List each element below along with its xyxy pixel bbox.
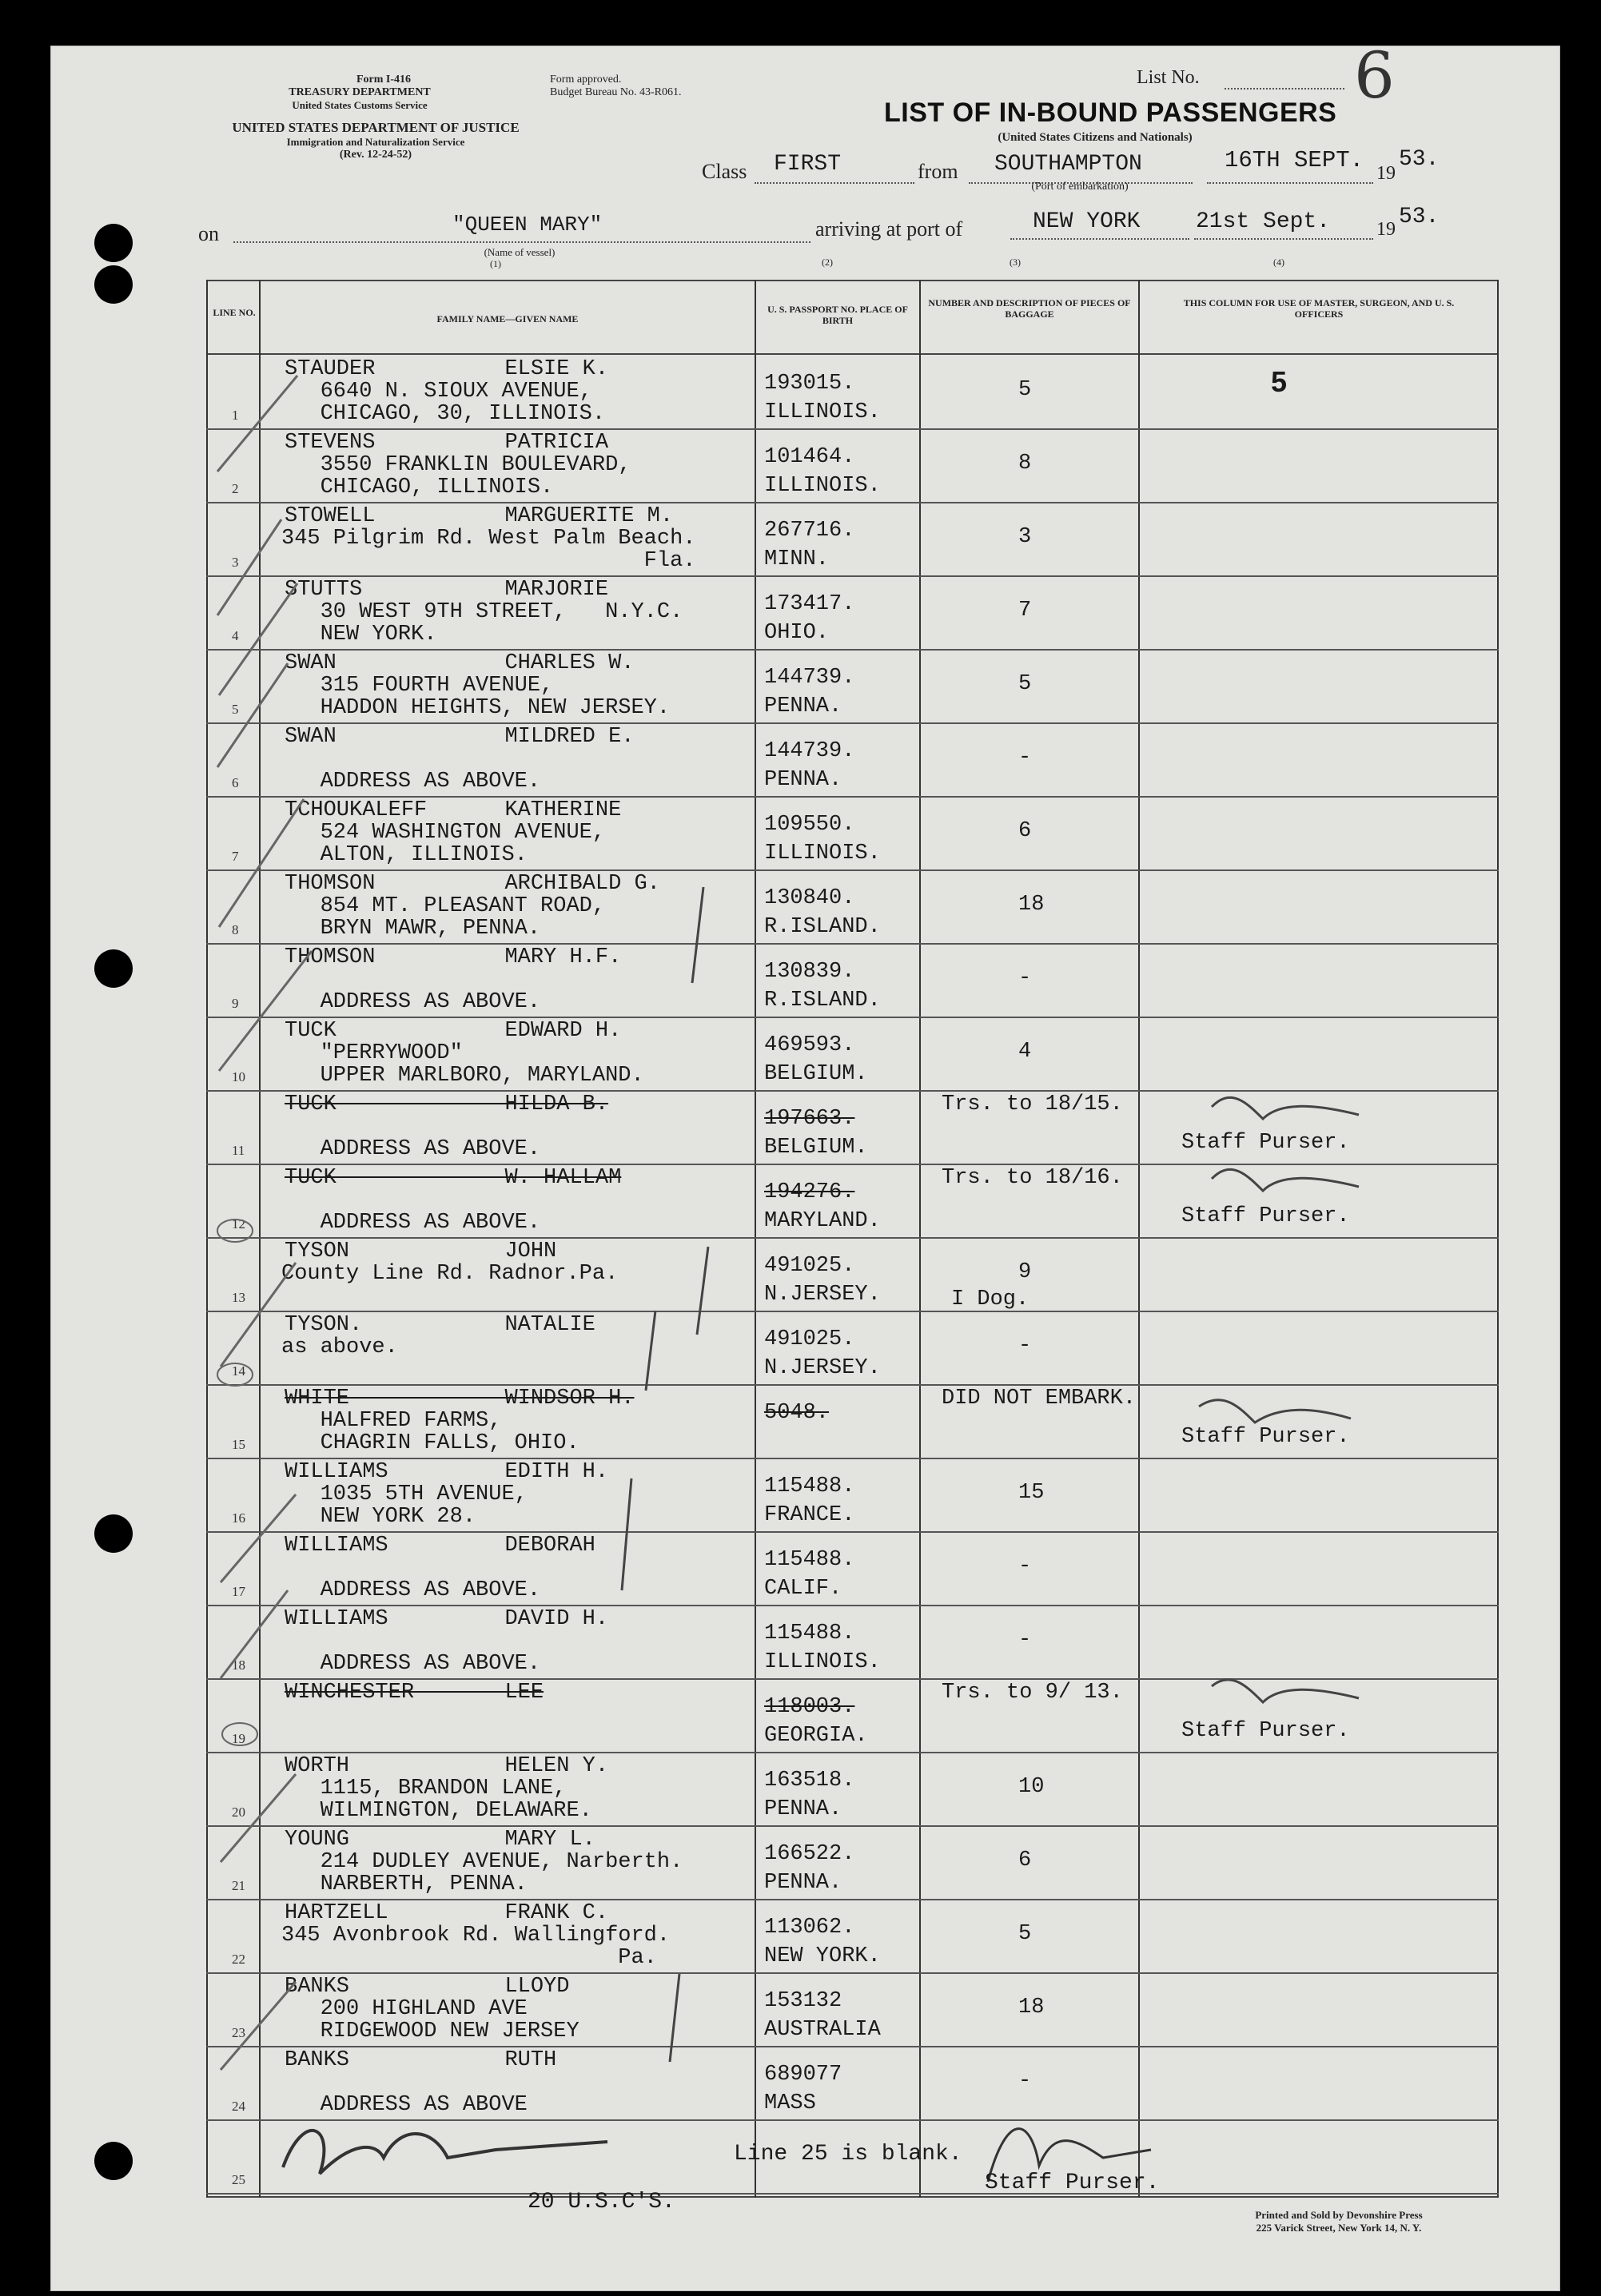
passenger-address-2: CHICAGO, ILLINOIS.: [281, 476, 554, 499]
col-num-3: (3): [1010, 257, 1021, 268]
class-value: FIRST: [774, 152, 842, 177]
budget-bureau: Budget Bureau No. 43-R061.: [550, 86, 682, 98]
line-number: 19: [232, 1731, 245, 1746]
line-number: 23: [232, 2025, 245, 2040]
passport-number: 267716.: [764, 519, 855, 543]
baggage-count: 5: [1018, 378, 1032, 402]
passenger-address: 854 MT. PLEASANT ROAD,: [281, 894, 606, 918]
header-name: FAMILY NAME—GIVEN NAME: [436, 313, 579, 324]
passenger-address: County Line Rd. Radnor.Pa.: [281, 1262, 619, 1286]
line-number: 22: [232, 1952, 245, 1967]
baggage-count: 6: [1018, 819, 1032, 843]
passenger-address: 345 Pilgrim Rd. West Palm Beach.: [281, 527, 696, 551]
baggage-count: -: [1018, 2069, 1032, 2093]
officer-note: Staff Purser.: [1181, 1425, 1350, 1449]
passenger-address: HALFRED FARMS,: [281, 1409, 502, 1433]
place-of-birth: ILLINOIS.: [764, 400, 881, 424]
line-number: 5: [232, 702, 239, 717]
line-number: 1: [232, 408, 239, 423]
passport-number: 163518.: [764, 1769, 855, 1793]
sailing-year-prefix: 19: [1376, 163, 1396, 184]
line-number: 2: [232, 481, 239, 496]
passport-number: 118003.: [764, 1695, 855, 1719]
passenger-address: 524 WASHINGTON AVENUE,: [281, 821, 606, 845]
on-label: on: [198, 222, 219, 245]
line-number: 20: [232, 1805, 245, 1820]
passenger-name: WINCHESTER LEE: [285, 1681, 544, 1705]
passenger-address-2: Pa.: [281, 1946, 657, 1970]
line-number: 8: [232, 922, 239, 937]
line-number: 13: [232, 1290, 245, 1305]
passport-number: 109550.: [764, 813, 855, 837]
passport-number: 491025.: [764, 1254, 855, 1278]
baggage-count: -: [1018, 1334, 1032, 1358]
place-of-birth: NEW YORK.: [764, 1944, 881, 1968]
passenger-address-2: NEW YORK 28.: [281, 1505, 476, 1529]
treasury-label: TREASURY DEPARTMENT: [289, 86, 431, 98]
passenger-address-2: ADDRESS AS ABOVE.: [281, 990, 541, 1014]
customs-label: United States Customs Service: [292, 99, 428, 111]
passport-number: 130840.: [764, 886, 855, 910]
passport-number: 144739.: [764, 739, 855, 763]
passport-number: 115488.: [764, 1474, 855, 1498]
line-number: 4: [232, 628, 239, 643]
passenger-address: 1035 5TH AVENUE,: [281, 1482, 528, 1506]
printer-line-2: 225 Varick Street, New York 14, N. Y.: [1256, 2222, 1422, 2234]
page-subtitle: (United States Citizens and Nationals): [998, 131, 1193, 144]
line-number: 6: [232, 775, 239, 790]
list-no-label: List No.: [1137, 67, 1200, 88]
passenger-name: BANKS LLOYD: [285, 1975, 570, 1999]
place-of-birth: PENNA.: [764, 1797, 842, 1821]
place-of-birth: PENNA.: [764, 1871, 842, 1895]
arriving-label: arriving at port of: [815, 217, 963, 241]
passenger-address-2: ADDRESS AS ABOVE: [281, 2093, 528, 2117]
place-of-birth: N.JERSEY.: [764, 1356, 881, 1380]
passenger-address: 3550 FRANKLIN BOULEVARD,: [281, 453, 631, 477]
passport-number: 5048.: [764, 1401, 830, 1425]
arrival-date: 21st Sept.: [1196, 209, 1331, 234]
passport-number: 194276.: [764, 1180, 855, 1204]
passenger-name: BANKS RUTH: [285, 2048, 557, 2072]
place-of-birth: AUSTRALIA: [764, 2018, 881, 2042]
baggage-count: 7: [1018, 599, 1032, 623]
passport-number: 130839.: [764, 960, 855, 984]
passport-number: 197663.: [764, 1107, 855, 1131]
passenger-address-2: NARBERTH, PENNA.: [281, 1872, 528, 1896]
header-officers: THIS COLUMN FOR USE OF MASTER, SURGEON, AND U. S. OFFICERS: [1183, 297, 1455, 320]
passenger-name: WHITE WINDSOR H.: [285, 1387, 635, 1411]
passport-number: 144739.: [764, 666, 855, 690]
line-number: 18: [232, 1657, 245, 1673]
rev-label: (Rev. 12-24-52): [339, 149, 412, 161]
passenger-address: 1115, BRANDON LANE,: [281, 1777, 567, 1801]
line-number: 25: [232, 2172, 245, 2187]
officer-note: Staff Purser.: [1181, 1204, 1350, 1228]
col-num-4: (4): [1273, 257, 1284, 268]
passenger-address: as above.: [281, 1335, 398, 1359]
passenger-address-2: RIDGEWOOD NEW JERSEY: [281, 2019, 579, 2043]
baggage-count: Trs. to 9/ 13.: [942, 1681, 1123, 1705]
passenger-address: 200 HIGHLAND AVE: [281, 1997, 528, 2021]
ins-label: Immigration and Naturalization Service: [286, 136, 465, 148]
line-number: 10: [232, 1069, 245, 1084]
passenger-address: 345 Avonbrook Rd. Wallingford.: [281, 1924, 671, 1948]
place-of-birth: R.ISLAND.: [764, 989, 881, 1013]
header-line-no: LINE NO.: [213, 307, 256, 318]
passenger-name: WORTH HELEN Y.: [285, 1754, 609, 1778]
baggage-count: -: [1018, 746, 1032, 770]
form-number: Form I-416: [356, 74, 412, 86]
vessel-num: (1): [490, 258, 501, 269]
passenger-address-2: ADDRESS AS ABOVE.: [281, 1211, 541, 1235]
passenger-name: WILLIAMS DAVID H.: [285, 1607, 609, 1631]
passport-number: 166522.: [764, 1842, 855, 1866]
line-number: 21: [232, 1878, 245, 1893]
from-value: SOUTHAMPTON: [994, 152, 1142, 177]
baggage-count: 18: [1018, 1996, 1045, 2019]
passenger-name: THOMSON MARY H.F.: [285, 945, 622, 969]
baggage-count: -: [1018, 1628, 1032, 1652]
passenger-name: WILLIAMS DEBORAH: [285, 1534, 595, 1558]
baggage-count: 3: [1018, 525, 1032, 549]
passenger-address-2: Fla.: [281, 549, 696, 573]
passenger-address-2: WILMINGTON, DELAWARE.: [281, 1799, 592, 1823]
sailing-year: 53.: [1399, 147, 1440, 172]
passenger-name: TUCK EDWARD H.: [285, 1019, 622, 1043]
place-of-birth: ILLINOIS.: [764, 1650, 881, 1674]
class-label: Class: [702, 160, 747, 183]
line-number: 7: [232, 849, 239, 864]
passenger-name: TYSON. NATALIE: [285, 1313, 595, 1337]
passenger-name: YOUNG MARY L.: [285, 1828, 595, 1852]
passport-number: 101464.: [764, 445, 855, 469]
passenger-address-2: ADDRESS AS ABOVE.: [281, 1578, 541, 1602]
header-baggage: NUMBER AND DESCRIPTION OF PIECES OF BAGGAGE: [928, 297, 1131, 320]
passenger-name: THOMSON ARCHIBALD G.: [285, 872, 660, 896]
page-title: LIST OF IN-BOUND PASSENGERS: [884, 97, 1337, 128]
vessel-name: "QUEEN MARY": [452, 213, 603, 237]
baggage-count: 5: [1018, 1922, 1032, 1946]
baggage-count: 10: [1018, 1775, 1045, 1799]
place-of-birth: N.JERSEY.: [764, 1283, 881, 1307]
passport-number: 113062.: [764, 1916, 855, 1940]
line-number: 24: [232, 2099, 245, 2114]
passenger-address-2: CHICAGO, 30, ILLINOIS.: [281, 402, 606, 426]
citizens-count: 20 U.S.C'S.: [528, 2190, 675, 2214]
passport-number: 115488.: [764, 1548, 855, 1572]
place-of-birth: MASS: [764, 2091, 816, 2115]
place-of-birth: BELGIUM.: [764, 1136, 868, 1160]
line-number: 11: [232, 1143, 245, 1158]
baggage-count: 9: [1018, 1260, 1032, 1284]
passenger-address-2: NEW YORK.: [281, 623, 437, 647]
passenger-address-2: UPPER MARLBORO, MARYLAND.: [281, 1064, 644, 1088]
baggage-count: 8: [1018, 452, 1032, 476]
passenger-name: STUTTS MARJORIE: [285, 578, 609, 602]
place-of-birth: MINN.: [764, 547, 830, 571]
passenger-address-2: CHAGRIN FALLS, OHIO.: [281, 1431, 579, 1455]
baggage-count: 5: [1018, 672, 1032, 696]
place-of-birth: PENNA.: [764, 768, 842, 792]
line-25-note: Line 25 is blank.: [734, 2142, 962, 2167]
place-of-birth: FRANCE.: [764, 1503, 855, 1527]
vessel-label: (Name of vessel): [484, 246, 556, 258]
passenger-address-2: ADDRESS AS ABOVE.: [281, 770, 541, 794]
line-number: 12: [232, 1216, 245, 1232]
header-passport: U. S. PASSPORT NO. PLACE OF BIRTH: [767, 304, 908, 326]
passenger-name: HARTZELL FRANK C.: [285, 1901, 609, 1925]
officer-note: I Dog.: [951, 1287, 1029, 1311]
passport-number: 173417.: [764, 592, 855, 616]
officer-note: Staff Purser.: [1181, 1131, 1350, 1155]
baggage-count: 18: [1018, 893, 1045, 917]
arrival-year: 53.: [1399, 205, 1440, 229]
passport-number: 193015.: [764, 372, 855, 396]
line-number: 9: [232, 996, 239, 1011]
arrival-year-prefix: 19: [1376, 219, 1396, 240]
passenger-name: SWAN MILDRED E.: [285, 725, 635, 749]
baggage-count: 4: [1018, 1040, 1032, 1064]
place-of-birth: MARYLAND.: [764, 1209, 881, 1233]
col-num-2: (2): [822, 257, 833, 268]
passenger-address-2: HADDON HEIGHTS, NEW JERSEY.: [281, 696, 671, 720]
officer-note: Staff Purser.: [1181, 1719, 1350, 1743]
place-of-birth: BELGIUM.: [764, 1062, 868, 1086]
passenger-name: STAUDER ELSIE K.: [285, 357, 609, 381]
passenger-name: WILLIAMS EDITH H.: [285, 1460, 609, 1484]
arrival-port: NEW YORK: [1033, 209, 1141, 234]
list-no-value: 6: [1354, 38, 1395, 113]
passenger-address-2: ADDRESS AS ABOVE.: [281, 1137, 541, 1161]
from-label: from: [918, 160, 958, 183]
form-approved: Form approved.: [550, 74, 622, 86]
line-number: 17: [232, 1584, 245, 1599]
baggage-count: -: [1018, 966, 1032, 990]
passenger-address-2: ADDRESS AS ABOVE.: [281, 1652, 541, 1676]
passport-number: 115488.: [764, 1622, 855, 1645]
passenger-name: STOWELL MARGUERITE M.: [285, 504, 674, 528]
passport-number: 469593.: [764, 1033, 855, 1057]
baggage-count: 15: [1018, 1481, 1045, 1505]
line-number: 16: [232, 1510, 245, 1526]
place-of-birth: PENNA.: [764, 694, 842, 718]
baggage-count: Trs. to 18/15.: [942, 1092, 1123, 1116]
officer-note: 5: [1271, 365, 1288, 398]
passenger-name: TCHOUKALEFF KATHERINE: [285, 798, 622, 822]
passport-number: 153132: [764, 1989, 842, 2013]
place-of-birth: OHIO.: [764, 621, 830, 645]
place-of-birth: CALIF.: [764, 1577, 842, 1601]
printer-line-1: Printed and Sold by Devonshire Press: [1255, 2209, 1423, 2221]
justice-label: UNITED STATES DEPARTMENT OF JUSTICE: [232, 120, 520, 135]
line-number: 3: [232, 555, 239, 570]
place-of-birth: ILLINOIS.: [764, 474, 881, 498]
passenger-address: 214 DUDLEY AVENUE, Narberth.: [281, 1850, 683, 1874]
passenger-address-2: BRYN MAWR, PENNA.: [281, 917, 541, 941]
passenger-address: "PERRYWOOD": [281, 1041, 463, 1065]
baggage-count: 6: [1018, 1848, 1032, 1872]
passport-number: 689077: [764, 2063, 842, 2087]
passenger-name: TUCK W. HALLAM: [285, 1166, 622, 1190]
baggage-count: -: [1018, 1554, 1032, 1578]
footer-purser: Staff Purser.: [985, 2171, 1160, 2195]
baggage-count: DID NOT EMBARK.: [942, 1387, 1137, 1411]
port-embark-label: (Port of embarkation): [1031, 181, 1129, 193]
passenger-address: 315 FOURTH AVENUE,: [281, 674, 554, 698]
baggage-count: Trs. to 18/16.: [942, 1166, 1123, 1190]
line-number: 15: [232, 1437, 245, 1452]
sailing-date: 16TH SEPT.: [1225, 147, 1364, 173]
passenger-address: 30 WEST 9TH STREET, N.Y.C.: [281, 600, 683, 624]
passenger-address: 6640 N. SIOUX AVENUE,: [281, 380, 592, 404]
line-number: 14: [232, 1363, 245, 1379]
place-of-birth: ILLINOIS.: [764, 842, 881, 865]
passenger-name: SWAN CHARLES W.: [285, 651, 635, 675]
passenger-name: TUCK HILDA B.: [285, 1092, 609, 1116]
passenger-name: STEVENS PATRICIA: [285, 431, 609, 455]
place-of-birth: R.ISLAND.: [764, 915, 881, 939]
passport-number: 491025.: [764, 1327, 855, 1351]
place-of-birth: GEORGIA.: [764, 1724, 868, 1748]
passenger-name: TYSON JOHN: [285, 1240, 557, 1263]
passenger-address-2: ALTON, ILLINOIS.: [281, 843, 528, 867]
